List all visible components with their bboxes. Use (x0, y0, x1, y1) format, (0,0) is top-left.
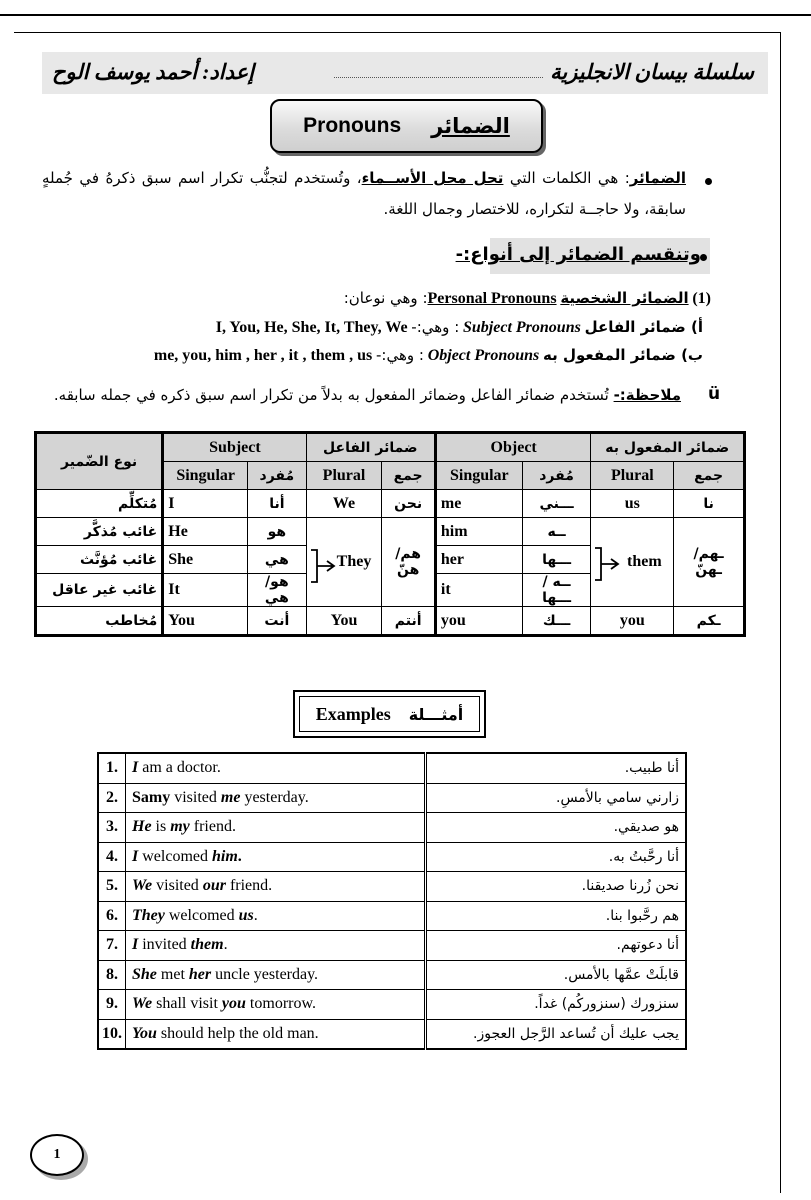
singular-header: Singular (163, 462, 248, 490)
example-segment: visited (170, 788, 221, 806)
personal-pronouns-line (344, 289, 711, 308)
example-row (98, 753, 686, 783)
subject-label: أ) ضمائر الفاعل (584, 318, 703, 336)
example-segment: them (190, 936, 224, 954)
example-segment: invited (138, 936, 191, 954)
note-text: تُستخدم ضمائر الفاعل وضمائر المفعول به بدلاً من تكرار اسم سبق ذكره في جمله سابقه. (53, 386, 614, 404)
example-row (98, 783, 686, 813)
object-singular: him (435, 518, 522, 546)
object-header: Object (435, 433, 591, 462)
subject-ar-header: ضمائر الفاعل (306, 433, 435, 462)
example-english (126, 960, 426, 990)
example-row (98, 813, 686, 843)
object-plural: you (591, 607, 674, 636)
example-english (126, 931, 426, 961)
example-number: 1. (98, 753, 126, 783)
example-segment: welcomed (164, 906, 239, 924)
example-segment: We (132, 995, 153, 1013)
subject-plural-they-ar: هم/هنّ (382, 518, 436, 607)
pronouns-table (34, 431, 746, 637)
object-singular: it (435, 574, 522, 607)
example-segment: . (237, 847, 242, 865)
subject-singular-ar: أنت (248, 607, 307, 636)
object-singular: you (435, 607, 522, 636)
example-segment: me (220, 788, 241, 806)
example-segment: our (202, 877, 226, 895)
example-segment: shall visit (152, 995, 222, 1013)
subject-singular: He (163, 518, 248, 546)
example-segment: friend. (225, 877, 273, 895)
example-segment: He (132, 818, 152, 836)
example-english (126, 842, 426, 872)
example-arabic: أنا رحَّبتُ به. (426, 842, 687, 872)
checkmark-icon: ü (708, 384, 721, 404)
example-segment: welcomed (138, 847, 212, 865)
subject-plural-ar: نحن (382, 490, 436, 518)
singular-ar-header: مُفرد (522, 462, 591, 490)
example-number: 7. (98, 931, 126, 961)
type-cell: غائب مُؤنَّث (36, 546, 163, 574)
definition-paragraph (42, 163, 686, 225)
object-singular-ar: ــه / ـــها (522, 574, 591, 607)
types-heading: وتنقسم الضمائر إلى أنواع:- (455, 244, 701, 265)
top-rule (0, 14, 811, 16)
example-segment: friend. (189, 818, 236, 836)
subject-singular-ar: هي (248, 546, 307, 574)
example-row (98, 842, 686, 872)
subject-singular-ar: هو (248, 518, 307, 546)
personal-num: (1) (692, 290, 711, 307)
example-number: 6. (98, 901, 126, 931)
example-number: 4. (98, 842, 126, 872)
example-segment: . (253, 906, 258, 924)
example-number: 9. (98, 990, 126, 1020)
example-number: 8. (98, 960, 126, 990)
example-segment: You (132, 1024, 157, 1042)
example-arabic: أنا طبيب. (426, 753, 687, 783)
example-row (98, 931, 686, 961)
definition-term: الضمائر (629, 169, 687, 187)
example-row (98, 1019, 686, 1049)
example-english (126, 813, 426, 843)
object-en-label: Object Pronouns (427, 347, 540, 364)
example-segment: I (132, 847, 139, 865)
example-number: 3. (98, 813, 126, 843)
example-arabic: أنا دعوتهم. (426, 931, 687, 961)
type-cell: مُخاطب (36, 607, 163, 636)
bullet-icon (705, 178, 712, 185)
example-number: 10. (98, 1019, 126, 1049)
example-arabic: نحن زُرنا صديقنا. (426, 872, 687, 902)
object-singular: me (435, 490, 522, 518)
example-row (98, 901, 686, 931)
them-label: them (627, 553, 662, 570)
example-arabic: يجب عليك أن تُساعد الرَّجل العجوز. (426, 1019, 687, 1049)
example-segment: should help the old man. (156, 1024, 319, 1042)
object-ar-header: ضمائر المفعول به (591, 433, 745, 462)
object-plural-them-ar: ـهم/ ـهنّ (674, 518, 745, 607)
example-segment: She (132, 965, 157, 983)
type-cell: غائب مُذكَّر (36, 518, 163, 546)
object-singular: her (435, 546, 522, 574)
example-segment: her (188, 965, 212, 983)
example-segment: you (221, 995, 246, 1013)
plural-ar-header: جمع (382, 462, 436, 490)
example-segment: Samy (132, 788, 171, 806)
example-segment: We (132, 877, 153, 895)
examples-title-ar: أمثـــلة (408, 704, 464, 724)
example-segment: . (223, 936, 228, 954)
object-label: ب) ضمائر المفعول به (543, 346, 703, 364)
series-title: سلسلة بيسان الانجليزية (550, 60, 754, 84)
example-english (126, 901, 426, 931)
plural-ar-header: جمع (674, 462, 745, 490)
subject-header: Subject (163, 433, 306, 462)
page-header (42, 52, 768, 94)
personal-rest: : وهي نوعان: (343, 289, 428, 307)
example-number: 2. (98, 783, 126, 813)
author-credit: إعداد: أحمد يوسف الوح (52, 60, 254, 84)
object-list: me, you, him , her , it , them , us (153, 347, 373, 364)
title-en: Pronouns (303, 114, 402, 137)
example-segment: am a doctor. (138, 759, 221, 777)
example-segment: They (132, 906, 165, 924)
example-arabic: هم رحَّبوا بنا. (426, 901, 687, 931)
example-segment: I (132, 759, 139, 777)
example-english (126, 783, 426, 813)
example-english (126, 990, 426, 1020)
subject-plural: We (306, 490, 382, 518)
examples-table (97, 752, 687, 1050)
subject-pronouns-line (216, 318, 703, 337)
type-header: نوع الضّمير (36, 433, 163, 490)
example-arabic: زارني سامي بالأمسِ. (426, 783, 687, 813)
personal-en: Personal Pronouns (427, 290, 557, 307)
example-row (98, 872, 686, 902)
object-plural-them (591, 518, 674, 607)
title-ar: الضمائر (431, 114, 510, 138)
type-cell: غائب غير عاقل (36, 574, 163, 607)
example-english (126, 753, 426, 783)
singular-ar-header: مُفرد (248, 462, 307, 490)
example-segment: my (170, 818, 190, 836)
bullet-icon (700, 254, 707, 261)
example-segment: yesterday. (240, 788, 309, 806)
definition-part1: : هي الكلمات التي (503, 169, 630, 187)
subject-singular: It (163, 574, 248, 607)
subject-singular: She (163, 546, 248, 574)
subject-singular: You (163, 607, 248, 636)
example-arabic: قابلَتْ عمَّها بالأمس. (426, 960, 687, 990)
example-segment: met (156, 965, 189, 983)
definition-keyword: تحل محل الأســماء (361, 169, 504, 187)
example-segment: him (211, 847, 238, 865)
type-cell: مُتكلِّم (36, 490, 163, 518)
object-plural: us (591, 490, 674, 518)
definition-part2: ، وتُستخدم لتجنُّب تكرار اسم سبق ذكرهُ في جُملهٍ سابقة، ولا حاجــة لتكراره، للاختصار وجمال اللغة. (42, 169, 686, 218)
note-line (54, 386, 681, 405)
object-singular-ar: ـــني (522, 490, 591, 518)
header-dots (334, 77, 543, 78)
example-row (98, 990, 686, 1020)
object-plural-ar: نا (674, 490, 745, 518)
example-segment: tomorrow. (245, 995, 316, 1013)
plural-header: Plural (306, 462, 382, 490)
example-segment: is (151, 818, 171, 836)
subject-mid: : وهي:- (411, 318, 460, 336)
bracket-arrow-icon (307, 546, 337, 586)
subject-singular-ar: أنا (248, 490, 307, 518)
they-label: They (336, 553, 372, 570)
note-label: ملاحظة:- (613, 386, 681, 404)
subject-singular: I (163, 490, 248, 518)
plural-header: Plural (591, 462, 674, 490)
example-number: 5. (98, 872, 126, 902)
object-mid: : وهي:- (375, 346, 424, 364)
example-segment: uncle yesterday. (211, 965, 319, 983)
object-singular-ar: ـــها (522, 546, 591, 574)
subject-list: I, You, He, She, It, They, We (215, 319, 408, 336)
example-segment: us (238, 906, 254, 924)
object-plural-ar: ـكم (674, 607, 745, 636)
example-english (126, 872, 426, 902)
lesson-title (270, 99, 543, 153)
example-segment: I (132, 936, 139, 954)
subject-plural-they (306, 518, 382, 607)
example-arabic: سنزورك (سنزوركُم) غداً. (426, 990, 687, 1020)
object-pronouns-line (154, 346, 703, 365)
subject-plural: You (306, 607, 382, 636)
personal-ar: الضمائر الشخصية (560, 289, 689, 307)
examples-title-inner (299, 696, 480, 732)
example-english (126, 1019, 426, 1049)
subject-singular-ar: هو/ هي (248, 574, 307, 607)
subject-plural-ar: أنتم (382, 607, 436, 636)
bracket-arrow-icon (591, 544, 621, 584)
singular-header: Singular (435, 462, 522, 490)
example-row (98, 960, 686, 990)
object-singular-ar: ـــك (522, 607, 591, 636)
examples-title (293, 690, 486, 738)
example-arabic: هو صديقي. (426, 813, 687, 843)
example-segment: visited (152, 877, 203, 895)
examples-title-en: Examples (315, 703, 391, 724)
object-singular-ar: ــه (522, 518, 591, 546)
subject-en-label: Subject Pronouns (463, 319, 581, 336)
page-number: 1 (30, 1134, 84, 1176)
